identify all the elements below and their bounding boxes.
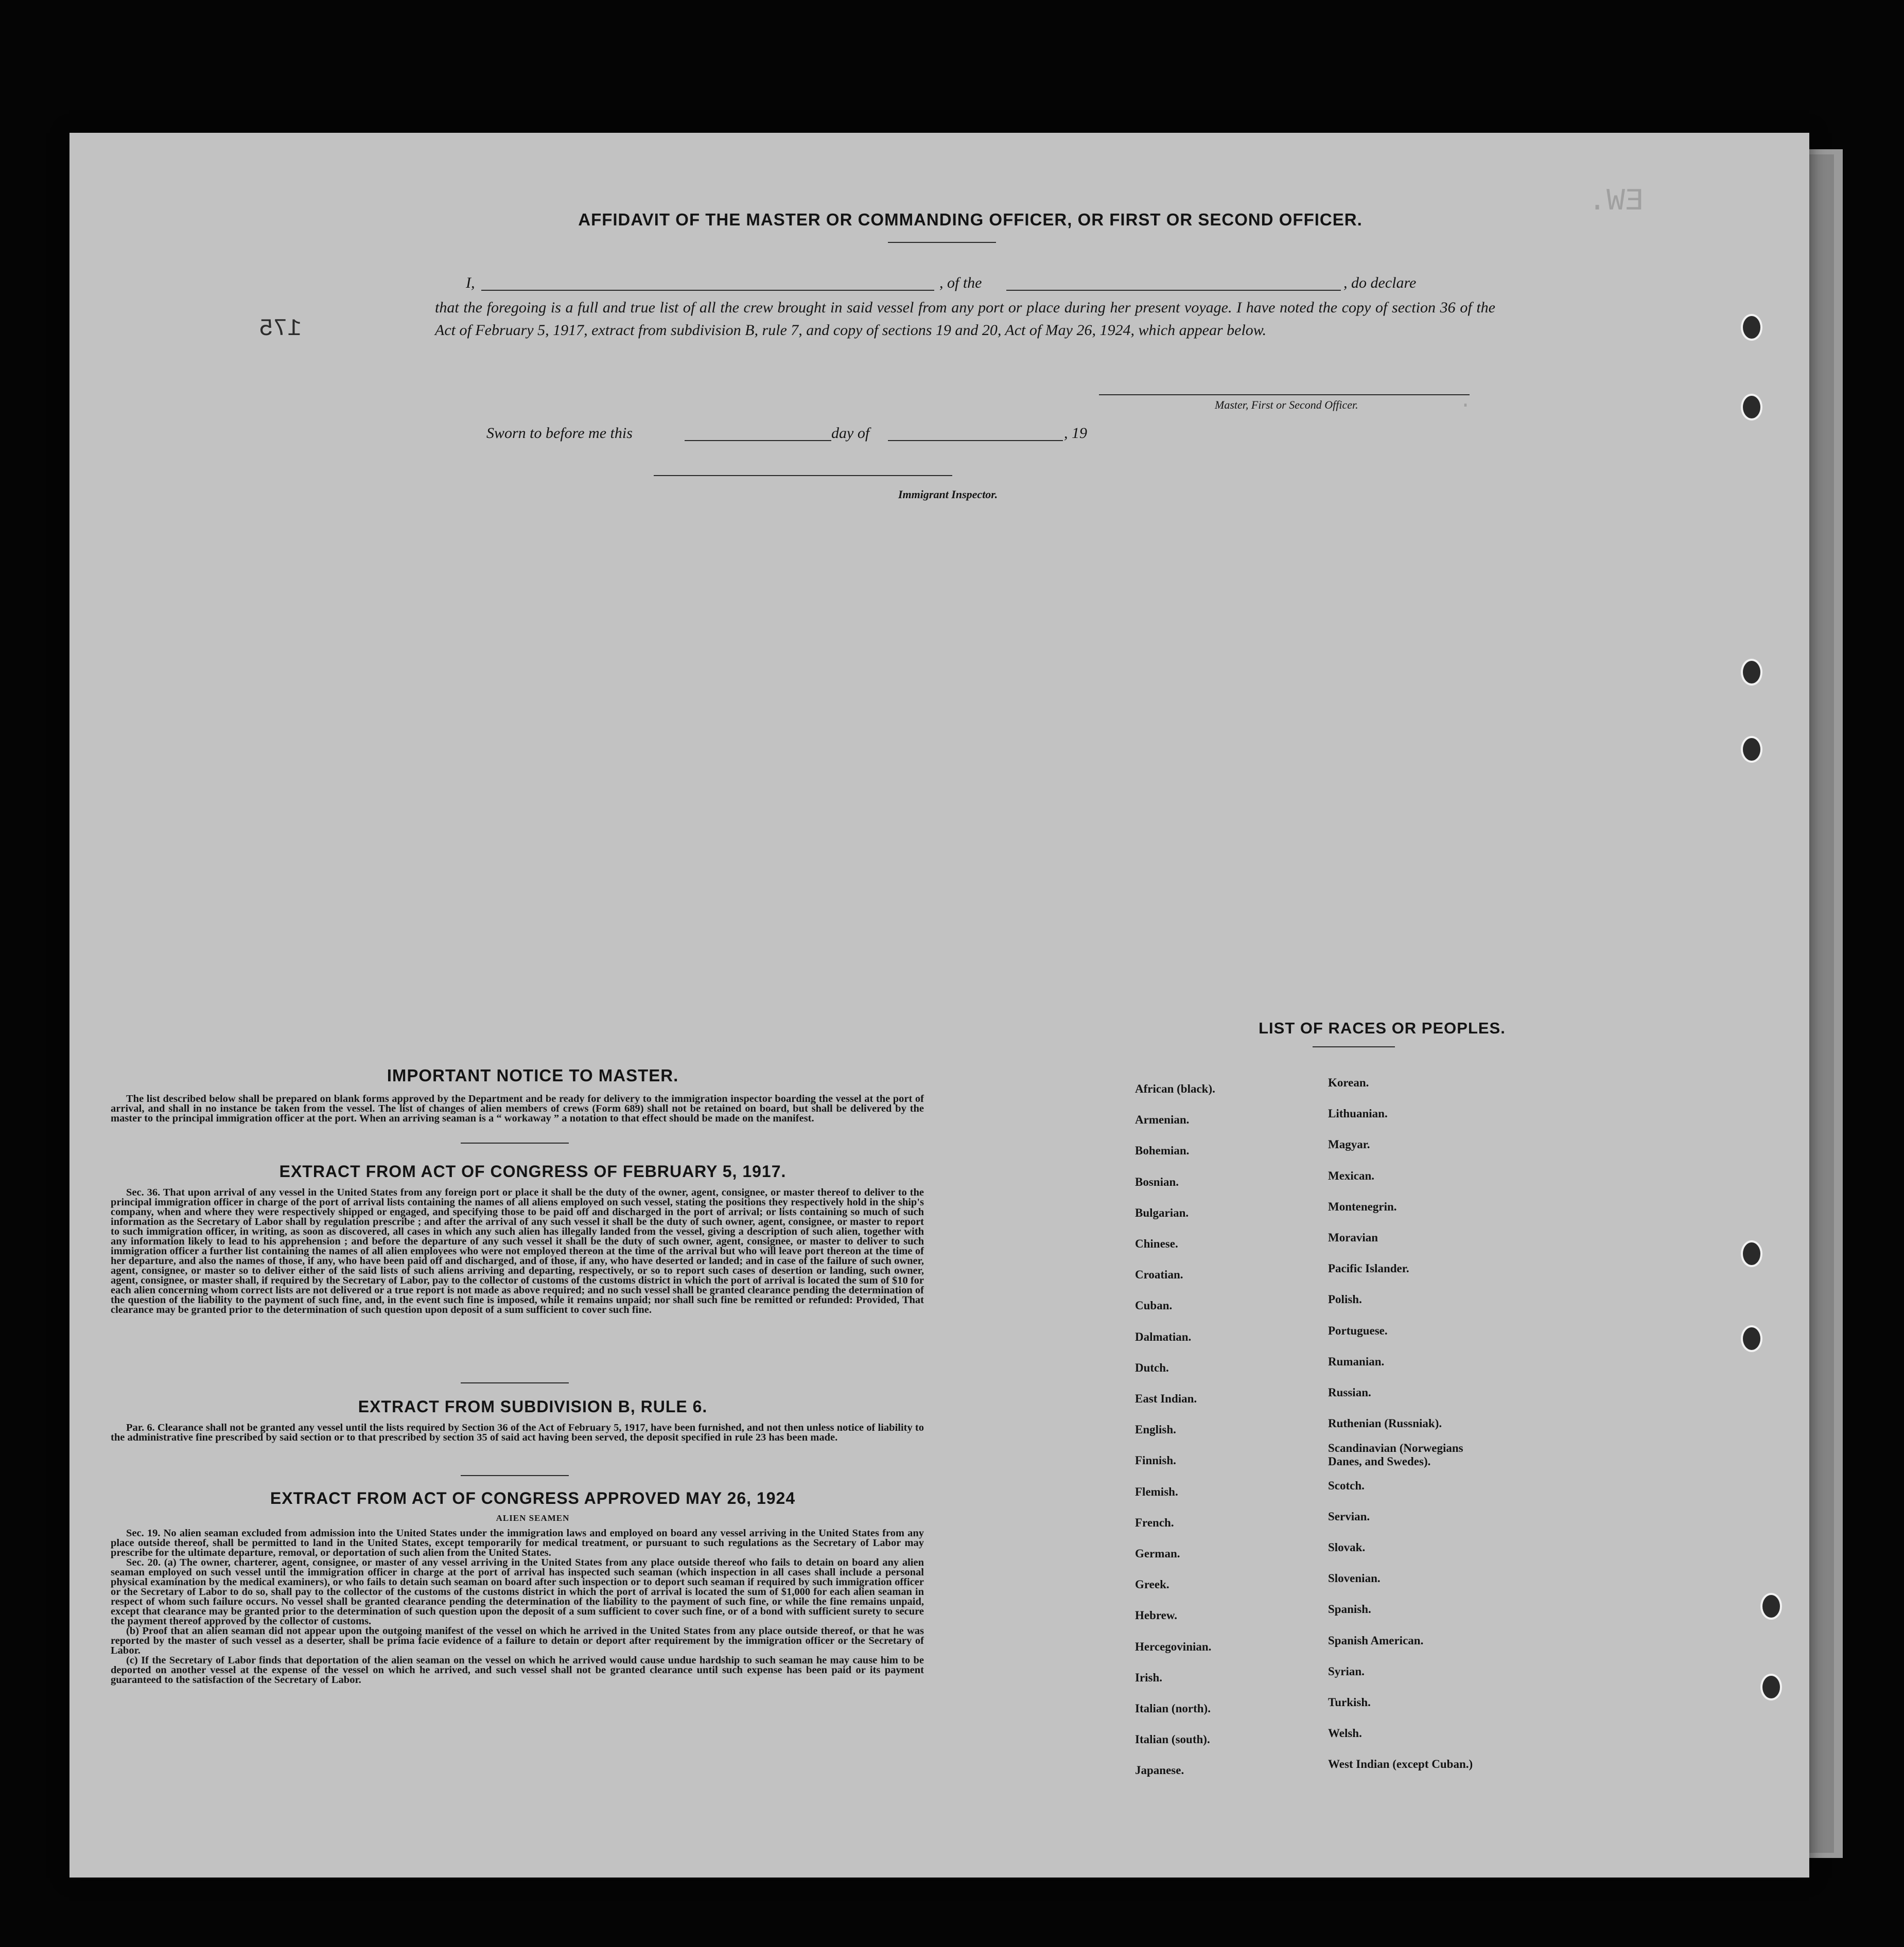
affidavit-i: I, (466, 274, 475, 291)
inspector-caption: Immigrant Inspector. (898, 488, 998, 501)
race-item: Scotch. (1328, 1479, 1365, 1492)
par-6-paragraph: Par. 6. Clearance shall not be granted any vessel until the lists required by Section 36 of the Act of February 5, 1917, have been furnished, and not then unless notice of liability to the administrative fine prescribed by said section or to that prescribed by section 35 of said act having been served, the deposit specified in rule 23 has been made. (111, 1422, 924, 1443)
extract-1917-text (111, 1188, 924, 1315)
race-item: Italian (south). (1135, 1733, 1210, 1746)
subdivision-b-text (111, 1423, 924, 1443)
race-item: Turkish. (1328, 1696, 1371, 1709)
alien-seamen-subtitle: ALIEN SEAMEN (496, 1513, 570, 1523)
race-item: West Indian (except Cuban.) (1328, 1758, 1473, 1771)
race-item: Slovenian. (1328, 1572, 1381, 1585)
notice-title: IMPORTANT NOTICE TO MASTER. (387, 1066, 679, 1085)
race-item: Dalmatian. (1135, 1330, 1192, 1343)
race-item: Italian (north). (1135, 1702, 1211, 1715)
race-item: Spanish American. (1328, 1634, 1424, 1647)
extract-1917-title: EXTRACT FROM ACT OF CONGRESS OF FEBRUARY 5, 1917. (279, 1162, 787, 1181)
race-item: French. (1135, 1516, 1174, 1529)
race-item: Cuban. (1135, 1299, 1173, 1312)
notice-paragraph: The list described below shall be prepared on blank forms approved by the Department and be ready for delivery to the immigration inspector boarding the vessel at the port of arrival, and shall in no instance be taken from the vessel. The list of changes of alien members of crews (Form 689) shall not be retained on board, but shall be delivered by the master to the principal immigration officer at the port. When an arriving seaman is a “ workaway ” a notation to that effect should be made on the manifest. (111, 1093, 924, 1124)
bleed-through-text: EW. (1588, 184, 1644, 219)
day-of-label: day of (831, 425, 870, 442)
master-signature-line[interactable] (1099, 394, 1470, 395)
name-blank-line[interactable] (481, 290, 934, 291)
race-item: Portuguese. (1328, 1324, 1388, 1337)
race-item: East Indian. (1135, 1392, 1197, 1405)
race-item: Dutch. (1135, 1361, 1169, 1374)
race-item: Bulgarian. (1135, 1206, 1189, 1219)
sworn-label: Sworn to before me this (486, 425, 633, 442)
sec-36-paragraph: Sec. 36. That upon arrival of any vessel in the United States from any foreign port or place it shall be the duty of the owner, agent, consignee, or master thereof to deliver to the principal immigration officer in charge of the port of arrival lists containing the names of all aliens employed on such vessel, stating the positions they respectively hold in the ship's company, when and where they were respectively shipped or engaged, and specifying those to be paid off and discharged in the port of arrival; or lists containing so much of such information as the Secretary of Labor shall by regulation prescribe ; and after the arrival of any such vessel it shall be the duty of such owner, agent, consignee, or master to report to such immigration officer, in writing, as soon as discovered, all cases in which any such alien has illegally landed from the vessel, giving a description of such alien, together with any information likely to lead to his apprehension ; and before the departure of any such vessel it shall be the duty of such owner, agent, consignee, or master to deliver to such immigration officer a further list containing the names of all alien employees who were not employed thereon at the time of the arrival but who will leave port thereon at the time of her departure, and also the names of those, if any, who have been paid off and discharged, and of those, if any, who have deserted or landed; and in case of the failure of such owner, agent, consignee, or master so to deliver either of the said lists of such aliens arriving and departing, respectively, or so to report such cases of desertion or landing, such owner, agent, consignee, or master shall, if required by the Secretary of Labor, pay to the collector of customs of the customs district in which the port of arrival is located the sum of $10 for each alien concerning whom correct lists are not delivered or a true report is not made as above required; and no such vessel shall be granted clearance pending the determination of the question of the liability to the payment of such fine, and, in the event such fine is imposed, while it remains unpaid; nor shall such fine be remitted or refunded: Provided, That clearance may be granted prior to the determination of such question upon deposit of a sum sufficient to cover such fine. (111, 1187, 924, 1315)
race-item: Bosnian. (1135, 1175, 1179, 1188)
inspector-signature-line[interactable] (654, 475, 952, 476)
extract-1917-rule (461, 1382, 569, 1383)
form-page (69, 133, 1809, 1878)
race-item: Croatian. (1135, 1268, 1183, 1282)
affidavit-do-declare: , do declare (1343, 274, 1417, 291)
punch-hole (1760, 1593, 1782, 1620)
vessel-blank-line[interactable] (1006, 290, 1341, 291)
punch-hole (1741, 659, 1762, 686)
sec-19-paragraph: Sec. 19. No alien seaman excluded from admission into the United States under the immigration laws and employed on board any vessel arriving in the United States from any place outside thereof, shall be permitted to land in the United States, except temporarily for medical treatment, or pursuant to such regulations as the Secretary of Labor may prescribe for the ultimate departure, removal, or deportation of such alien from the United States. (111, 1528, 924, 1558)
extract-1924-title: EXTRACT FROM ACT OF CONGRESS APPROVED MAY 26, 1924 (270, 1489, 796, 1507)
race-item: Spanish. (1328, 1603, 1371, 1616)
sec-20a-paragraph: Sec. 20. (a) The owner, charterer, agent, consignee, or master of any vessel arriving in the United States from any place outside thereof who fails to detain on board any alien seaman employed on such vessel until the immigration officer in charge at the port of arrival has inspected such seaman (which inspection in all cases shall include a personal physical examination by the medical examiners), or who fails to detain such seaman on board after such inspection or to deport such seaman if required by such immigration officer or the Secretary of Labor to do so, shall pay to the collector of the customs of the customs district in which the port of arrival is located the sum of $1,000 for each alien seaman in respect of whom such failure occurs. No vessel shall be granted clearance pending the determination of the liability to the payment of such fine, or while the fine remains unpaid, except that clearance may be granted prior to the determination of such question upon the deposit of a sum sufficient to cover such fine, or of a bond with sufficient surety to secure the payment thereof approved by the collector of customs. (111, 1557, 924, 1627)
race-item: Chinese. (1135, 1237, 1178, 1250)
punch-hole (1741, 314, 1762, 341)
race-item: Lithuanian. (1328, 1107, 1388, 1120)
title-rule (888, 242, 996, 243)
sec-20c-paragraph: (c) If the Secretary of Labor finds that deportation of the alien seaman on the vessel on which he arrived would cause undue hardship to such seaman he may cause him to be deported on another vessel at the expense of the vessel on which he arrived, and such vessel shall not be granted clearance until such expense has been paid or its payment guaranteed to the satisfaction of the Secretary of Labor. (111, 1655, 924, 1686)
race-item: Hercegovinian. (1135, 1640, 1212, 1653)
race-item: Korean. (1328, 1076, 1369, 1089)
race-item: English. (1135, 1423, 1176, 1436)
notice-rule (461, 1143, 569, 1144)
bleed-through-text: . (1459, 390, 1472, 413)
year-label: , 19 (1064, 425, 1087, 442)
notice-text (111, 1094, 924, 1124)
race-item: Greek. (1135, 1578, 1169, 1591)
punch-hole (1741, 1325, 1762, 1352)
race-item: Scandinavian (Norwegians Danes, and Swedes). (1328, 1442, 1463, 1468)
race-item: Ruthenian (Russniak). (1328, 1417, 1442, 1430)
extract-1924-text (111, 1529, 924, 1685)
margin-number: 175 (259, 315, 302, 342)
punch-hole (1741, 1240, 1762, 1267)
sec-20b-paragraph: (b) Proof that an alien seaman did not appear upon the outgoing manifest of the vessel on which he arrived in the United States from any place outside thereof, or that he was reported by the master of such vessel as a deserter, shall be prima facie evidence of a failure to detain or deport after requirement by the immigration officer or the Secretary of Labor. (111, 1625, 924, 1656)
race-item: German. (1135, 1547, 1180, 1560)
affidavit-title: AFFIDAVIT OF THE MASTER OR COMMANDING OFFICER, OR FIRST OR SECOND OFFICER. (578, 210, 1363, 229)
race-item: Finnish. (1135, 1454, 1176, 1467)
affidavit-of-the: , of the (939, 274, 982, 291)
sworn-month-line[interactable] (888, 440, 1063, 441)
race-item: Flemish. (1135, 1485, 1178, 1498)
race-item: Russian. (1328, 1386, 1371, 1399)
race-item: Welsh. (1328, 1727, 1362, 1740)
subdivision-b-rule (461, 1475, 569, 1476)
race-item: Rumanian. (1328, 1355, 1385, 1368)
subdivision-b-title: EXTRACT FROM SUBDIVISION B, RULE 6. (358, 1397, 708, 1416)
race-item: Hebrew. (1135, 1609, 1177, 1622)
races-title: LIST OF RACES OR PEOPLES. (1259, 1019, 1506, 1037)
punch-hole (1741, 736, 1762, 763)
affidavit-body: that the foregoing is a full and true list of all the crew brought in said vessel from any port or place during her present voyage. I have noted the copy of section 36 of the Act of February 5, 1917, extract from subdivision B, rule 7, and copy of sections 19 and 20, Act of May 26, 1924, which appear below. (435, 299, 1495, 339)
race-item: Japanese. (1135, 1764, 1184, 1777)
race-item: Syrian. (1328, 1664, 1365, 1678)
punch-hole (1760, 1674, 1782, 1700)
race-item: Moravian (1328, 1231, 1378, 1244)
race-item: Bohemian. (1135, 1144, 1190, 1157)
race-item: Armenian. (1135, 1113, 1190, 1127)
race-item: Polish. (1328, 1293, 1362, 1306)
race-item: Magyar. (1328, 1138, 1370, 1151)
race-item: African (black). (1135, 1082, 1215, 1095)
races-rule (1313, 1046, 1395, 1047)
race-item: Pacific Islander. (1328, 1262, 1409, 1275)
sworn-day-line[interactable] (685, 440, 831, 441)
race-item: Montenegrin. (1328, 1200, 1397, 1213)
race-item: Mexican. (1328, 1169, 1375, 1182)
race-item: Irish. (1135, 1671, 1163, 1684)
punch-hole (1741, 394, 1762, 420)
race-item: Servian. (1328, 1510, 1370, 1523)
race-item: Slovak. (1328, 1541, 1366, 1554)
master-caption: Master, First or Second Officer. (1215, 398, 1358, 411)
